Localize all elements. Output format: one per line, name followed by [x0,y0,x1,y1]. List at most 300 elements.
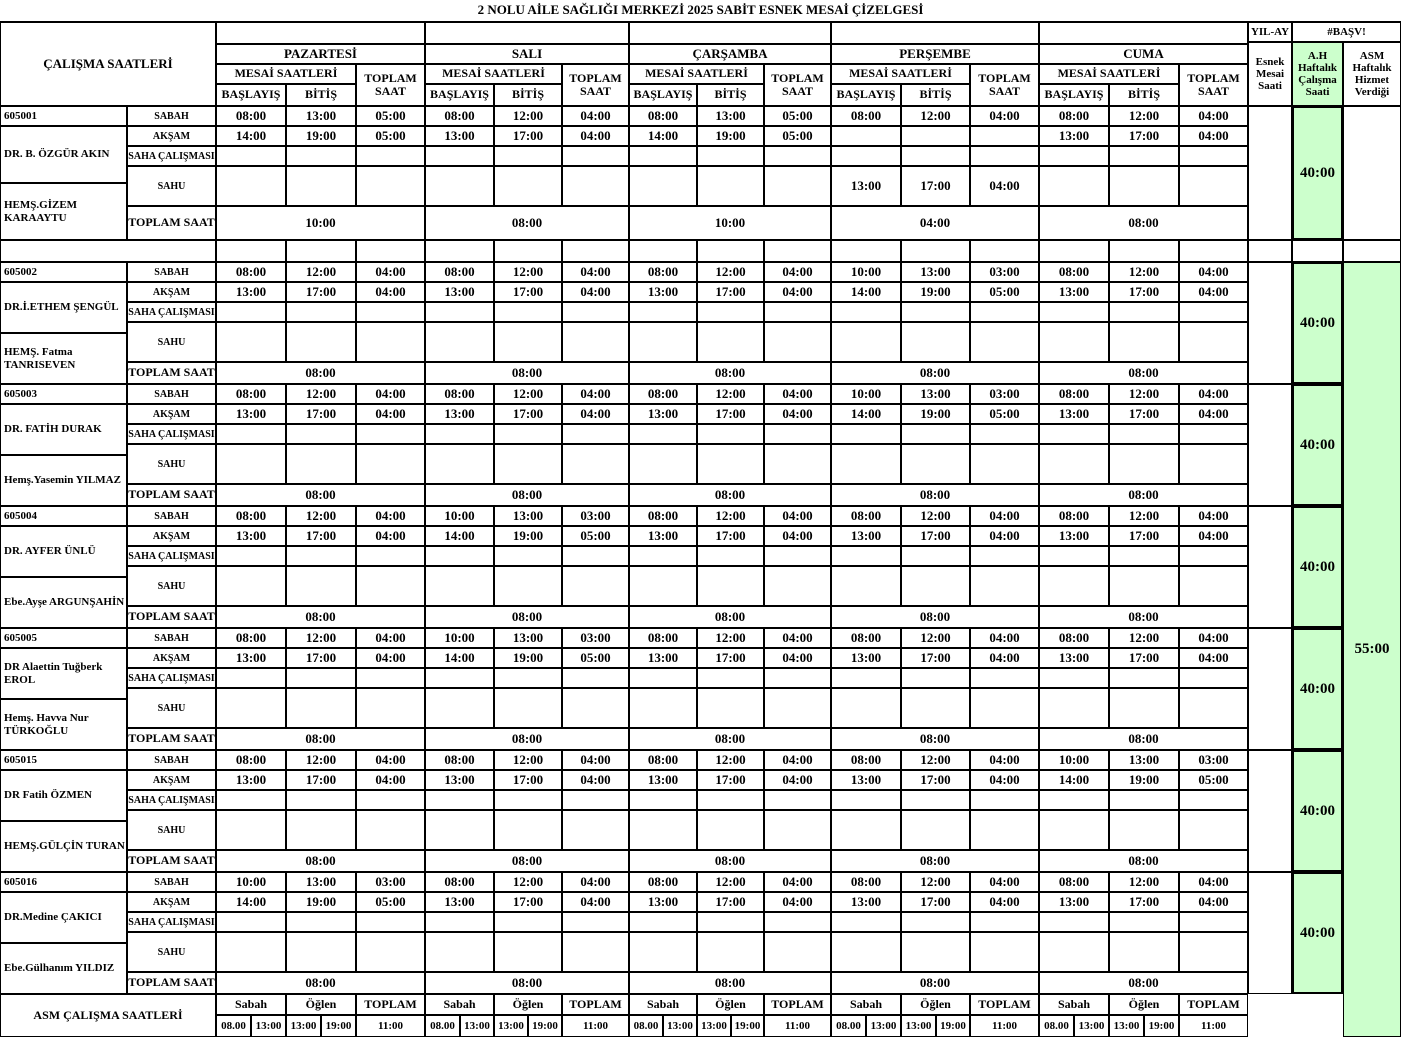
saha-cell [901,912,970,932]
footer-label: ASM ÇALIŞMA SAATLERİ [0,994,216,1037]
spacer [1179,240,1248,262]
nurse-name: HEMŞ. Fatma TANRISEVEN [0,333,127,384]
saha-cell [1179,668,1248,688]
spacer [1292,240,1343,262]
time-cell: 04:00 [356,506,425,526]
time-cell: 17:00 [286,770,356,790]
time-cell: 08:00 [831,628,901,648]
nurse-name: Hemş.Yasemin YILMAZ [0,455,127,506]
footer-value: 13:00 [1074,1015,1109,1037]
saha-cell [831,668,901,688]
footer-value: 08.00 [1039,1015,1074,1037]
time-cell: 08:00 [216,628,286,648]
time-cell: 04:00 [970,648,1039,668]
time-cell: 13:00 [425,404,494,424]
time-cell: 08:00 [629,628,697,648]
sahu-cell [901,444,970,484]
spacer [1039,240,1109,262]
footer-header: Sabah [831,994,901,1015]
saha-cell [1039,424,1109,444]
sahu-cell: 17:00 [901,166,970,206]
time-cell: 04:00 [562,282,629,302]
sahu-cell [901,810,970,850]
time-cell: 12:00 [494,106,562,126]
time-cell: 05:00 [562,526,629,546]
saha-cell [629,790,697,810]
time-cell: 05:00 [764,126,831,146]
time-cell: 13:00 [831,526,901,546]
time-cell: 17:00 [494,126,562,146]
saha-cell [901,790,970,810]
spacer [1343,240,1401,262]
time-cell: 08:00 [629,872,697,892]
nurse-name: Hemş. Havva Nur TÜRKOĞLU [0,699,127,750]
footer-header: Öğlen [901,994,970,1015]
day-total: 10:00 [216,206,425,240]
time-cell: 13:00 [425,126,494,146]
footer-header: Öğlen [286,994,356,1015]
day-total: 08:00 [216,850,425,872]
time-cell: 12:00 [286,262,356,282]
unit-code: 605016 [0,872,127,892]
saha-cell [764,790,831,810]
time-cell: 13:00 [425,282,494,302]
spacer [286,240,356,262]
saha-cell [697,668,764,688]
time-cell: 10:00 [425,506,494,526]
sahu-cell [1179,444,1248,484]
time-cell: 04:00 [1179,106,1248,126]
time-cell: 12:00 [286,750,356,770]
sahu-cell [425,322,494,362]
saha-cell [286,790,356,810]
footer-header: TOPLAM [562,994,629,1015]
row-label-sahu: SAHU [127,810,216,850]
time-cell: 08:00 [425,750,494,770]
saha-cell [356,302,425,322]
time-cell: 04:00 [970,872,1039,892]
saha-cell [1039,146,1109,166]
unit-code: 605005 [0,628,127,648]
time-cell: 13:00 [901,384,970,404]
weekly-hours: 40:00 [1292,262,1343,384]
sahu-cell [1109,932,1179,972]
sahu-cell [494,566,562,606]
baslayis-header: BAŞLAYIŞ [216,84,286,106]
esnek-cell [1248,506,1292,628]
day-total: 08:00 [216,606,425,628]
time-cell: 12:00 [286,384,356,404]
footer-header: TOPLAM [1179,994,1248,1015]
saha-cell [970,146,1039,166]
saha-cell [697,302,764,322]
sahu-cell [425,444,494,484]
footer-value: 11:00 [970,1015,1039,1037]
time-cell: 12:00 [697,750,764,770]
time-cell: 12:00 [697,262,764,282]
saha-cell [1039,302,1109,322]
saha-cell [1179,146,1248,166]
sahu-cell [1039,444,1109,484]
saha-cell [1109,146,1179,166]
saha-cell [764,146,831,166]
time-cell: 10:00 [1039,750,1109,770]
time-cell: 12:00 [901,872,970,892]
footer-header: TOPLAM [356,994,425,1015]
time-cell: 17:00 [1109,126,1179,146]
footer-value: 13:00 [460,1015,494,1037]
time-cell: 04:00 [970,892,1039,912]
time-cell: 13:00 [1039,126,1109,146]
sahu-cell [425,810,494,850]
saha-cell [970,790,1039,810]
toplam-header: TOPLAM SAAT [356,64,425,106]
row-label-toplam: TOPLAM SAAT [127,206,216,240]
day-total: 10:00 [629,206,831,240]
time-cell: 13:00 [425,770,494,790]
row-label-toplam: TOPLAM SAAT [127,728,216,750]
footer-header: Öğlen [697,994,764,1015]
time-cell: 13:00 [831,770,901,790]
saha-cell [831,424,901,444]
saha-cell [901,668,970,688]
sahu-cell [216,810,286,850]
saha-cell [629,668,697,688]
saha-cell [697,424,764,444]
sahu-cell [286,166,356,206]
time-cell: 13:00 [1039,648,1109,668]
saha-cell [562,146,629,166]
saha-cell [356,424,425,444]
saha-cell [1039,668,1109,688]
mesai-header: MESAİ SAATLERİ [1039,64,1179,84]
saha-cell [425,302,494,322]
saha-cell [1179,546,1248,566]
time-cell: 04:00 [764,404,831,424]
time-cell: 14:00 [425,648,494,668]
time-cell: 04:00 [562,872,629,892]
day-total: 08:00 [831,484,1039,506]
time-cell: 19:00 [901,282,970,302]
time-cell: 04:00 [1179,404,1248,424]
time-cell: 14:00 [216,892,286,912]
asm-header: ASM Haftalık Hizmet Verdiği [1343,42,1401,106]
sahu-cell [286,932,356,972]
saha-cell [356,790,425,810]
time-cell: 17:00 [697,526,764,546]
spacer [901,240,970,262]
sahu-cell [1109,688,1179,728]
time-cell: 13:00 [629,648,697,668]
spacer [425,240,494,262]
sahu-cell [216,566,286,606]
time-cell: 17:00 [286,648,356,668]
saha-cell [697,546,764,566]
time-cell: 12:00 [494,262,562,282]
time-cell: 13:00 [831,648,901,668]
saha-cell [764,546,831,566]
row-label-toplam: TOPLAM SAAT [127,362,216,384]
time-cell: 04:00 [562,770,629,790]
row-label-sahu: SAHU [127,688,216,728]
saha-cell [425,912,494,932]
time-cell: 04:00 [356,648,425,668]
time-cell: 04:00 [764,892,831,912]
sahu-cell [1039,810,1109,850]
nurse-name: Ebe.Ayşe ARGUNŞAHİN [0,577,127,628]
time-cell: 04:00 [1179,872,1248,892]
time-cell: 17:00 [1109,648,1179,668]
time-cell: 08:00 [425,106,494,126]
footer-header: Öğlen [494,994,562,1015]
bitis-header: BİTİŞ [697,84,764,106]
time-cell: 08:00 [629,262,697,282]
time-cell: 19:00 [901,404,970,424]
day-total: 08:00 [425,606,629,628]
left-header: ÇALIŞMA SAATLERİ [0,22,216,106]
saha-cell [494,790,562,810]
mesai-header: MESAİ SAATLERİ [629,64,764,84]
time-cell: 19:00 [286,126,356,146]
day-total: 08:00 [425,850,629,872]
day-header-2: ÇARŞAMBA [629,44,831,64]
asm-weekly-total: 55:00 [1343,262,1401,1037]
time-cell: 17:00 [286,404,356,424]
sahu-cell [1179,566,1248,606]
doctor-name: DR. B. ÖZGÜR AKIN [0,126,127,183]
day-total: 08:00 [425,484,629,506]
saha-cell [970,546,1039,566]
row-label-saha: SAHA ÇALIŞMASI [127,302,216,322]
day-total: 08:00 [629,972,831,994]
day-total: 08:00 [216,362,425,384]
time-cell: 08:00 [216,384,286,404]
time-cell: 19:00 [1109,770,1179,790]
saha-cell [697,912,764,932]
time-cell: 17:00 [1109,892,1179,912]
sahu-cell [697,322,764,362]
time-cell: 08:00 [425,384,494,404]
spacer [1248,240,1292,262]
day-total: 08:00 [425,362,629,384]
time-cell: 13:00 [216,526,286,546]
time-cell: 17:00 [697,404,764,424]
sahu-cell [356,566,425,606]
sahu-cell [831,444,901,484]
weekly-hours: 40:00 [1292,106,1343,240]
toplam-header: TOPLAM SAAT [562,64,629,106]
saha-cell [356,546,425,566]
time-cell: 04:00 [764,526,831,546]
saha-cell [629,424,697,444]
time-cell: 04:00 [1179,648,1248,668]
saha-cell [629,302,697,322]
saha-cell [425,546,494,566]
time-cell: 12:00 [901,628,970,648]
footer-value: 19:00 [731,1015,764,1037]
day-header-4: CUMA [1039,44,1248,64]
time-cell: 12:00 [901,106,970,126]
saha-cell [425,668,494,688]
footer-value: 13:00 [663,1015,697,1037]
row-label-sabah: SABAH [127,384,216,404]
time-cell: 04:00 [1179,526,1248,546]
sahu-cell [901,932,970,972]
row-label-saha: SAHA ÇALIŞMASI [127,790,216,810]
day-total: 08:00 [1039,484,1248,506]
time-cell: 13:00 [629,282,697,302]
time-cell: 08:00 [831,750,901,770]
footer-value: 11:00 [764,1015,831,1037]
time-cell: 04:00 [970,770,1039,790]
sahu-cell [1039,688,1109,728]
mesai-header: MESAİ SAATLERİ [216,64,356,84]
time-cell [970,126,1039,146]
time-cell: 08:00 [1039,506,1109,526]
time-cell: 05:00 [970,282,1039,302]
time-cell: 17:00 [494,404,562,424]
day-total: 04:00 [831,206,1039,240]
sahu-cell [356,322,425,362]
sahu-cell [494,688,562,728]
day-total: 08:00 [216,728,425,750]
time-cell: 13:00 [216,404,286,424]
footer-header: Sabah [425,994,494,1015]
day-total: 08:00 [1039,972,1248,994]
time-cell [831,126,901,146]
spacer [562,240,629,262]
time-cell: 17:00 [286,526,356,546]
day-total: 08:00 [425,206,629,240]
footer-value: 19:00 [321,1015,356,1037]
time-cell: 19:00 [286,892,356,912]
row-label-toplam: TOPLAM SAAT [127,850,216,872]
sahu-cell [562,166,629,206]
day-total: 08:00 [831,850,1039,872]
time-cell: 04:00 [562,404,629,424]
esnek-header: Esnek Mesai Saati [1248,42,1292,106]
time-cell: 17:00 [697,648,764,668]
sahu-cell [494,322,562,362]
sahu-cell [216,688,286,728]
sahu-cell [697,566,764,606]
saha-cell [494,146,562,166]
footer-header: Sabah [1039,994,1109,1015]
time-cell: 12:00 [1109,506,1179,526]
time-cell: 12:00 [494,384,562,404]
saha-cell [629,146,697,166]
saha-cell [286,546,356,566]
saha-cell [216,912,286,932]
time-cell: 12:00 [1109,106,1179,126]
sahu-cell [562,810,629,850]
saha-cell [216,302,286,322]
doctor-name: DR Fatih ÖZMEN [0,770,127,821]
bitis-header: BİTİŞ [286,84,356,106]
time-cell: 12:00 [697,506,764,526]
sahu-cell [697,444,764,484]
time-cell: 04:00 [764,506,831,526]
row-label-aksam: AKŞAM [127,526,216,546]
saha-cell [764,912,831,932]
day-header-blank [831,22,1039,44]
sahu-cell [697,166,764,206]
row-label-toplam: TOPLAM SAAT [127,972,216,994]
time-cell: 10:00 [831,384,901,404]
time-cell: 04:00 [356,282,425,302]
spacer-row [0,240,216,262]
day-total: 08:00 [216,484,425,506]
sahu-cell [764,932,831,972]
asm-cell-blank [1343,106,1401,240]
saha-cell [1109,302,1179,322]
saha-cell [356,146,425,166]
time-cell: 04:00 [970,106,1039,126]
basv-header: #BAŞV! [1292,22,1401,42]
saha-cell [1179,912,1248,932]
footer-value: 19:00 [528,1015,562,1037]
time-cell: 05:00 [1179,770,1248,790]
doctor-name: DR Alaettin Tuğberk EROL [0,648,127,699]
time-cell: 04:00 [764,872,831,892]
day-total: 08:00 [1039,362,1248,384]
toplam-header: TOPLAM SAAT [764,64,831,106]
time-cell: 14:00 [629,126,697,146]
saha-cell [629,912,697,932]
sahu-cell [216,444,286,484]
saha-cell [562,302,629,322]
row-label-sabah: SABAH [127,262,216,282]
time-cell: 12:00 [494,872,562,892]
baslayis-header: BAŞLAYIŞ [425,84,494,106]
time-cell: 13:00 [216,648,286,668]
day-total: 08:00 [1039,206,1248,240]
time-cell: 13:00 [629,770,697,790]
saha-cell [494,302,562,322]
time-cell: 08:00 [216,506,286,526]
time-cell: 05:00 [356,106,425,126]
time-cell: 08:00 [1039,106,1109,126]
baslayis-header: BAŞLAYIŞ [629,84,697,106]
footer-value: 13:00 [286,1015,321,1037]
time-cell: 12:00 [697,384,764,404]
time-cell: 08:00 [629,506,697,526]
time-cell: 12:00 [1109,872,1179,892]
time-cell: 17:00 [494,282,562,302]
time-cell: 04:00 [764,648,831,668]
time-cell: 04:00 [764,282,831,302]
sahu-cell [1179,810,1248,850]
sahu-cell [764,166,831,206]
time-cell: 12:00 [286,628,356,648]
saha-cell [970,668,1039,688]
weekly-hours: 40:00 [1292,384,1343,506]
time-cell: 04:00 [356,262,425,282]
sahu-cell [494,444,562,484]
day-total: 08:00 [629,850,831,872]
day-header-0: PAZARTESİ [216,44,425,64]
esnek-cell [1248,872,1292,994]
sahu-cell [901,688,970,728]
day-header-1: SALI [425,44,629,64]
time-cell: 08:00 [216,262,286,282]
sahu-cell [562,566,629,606]
day-total: 08:00 [425,728,629,750]
time-cell: 17:00 [494,892,562,912]
sahu-cell [356,688,425,728]
time-cell: 19:00 [494,526,562,546]
saha-cell [494,668,562,688]
